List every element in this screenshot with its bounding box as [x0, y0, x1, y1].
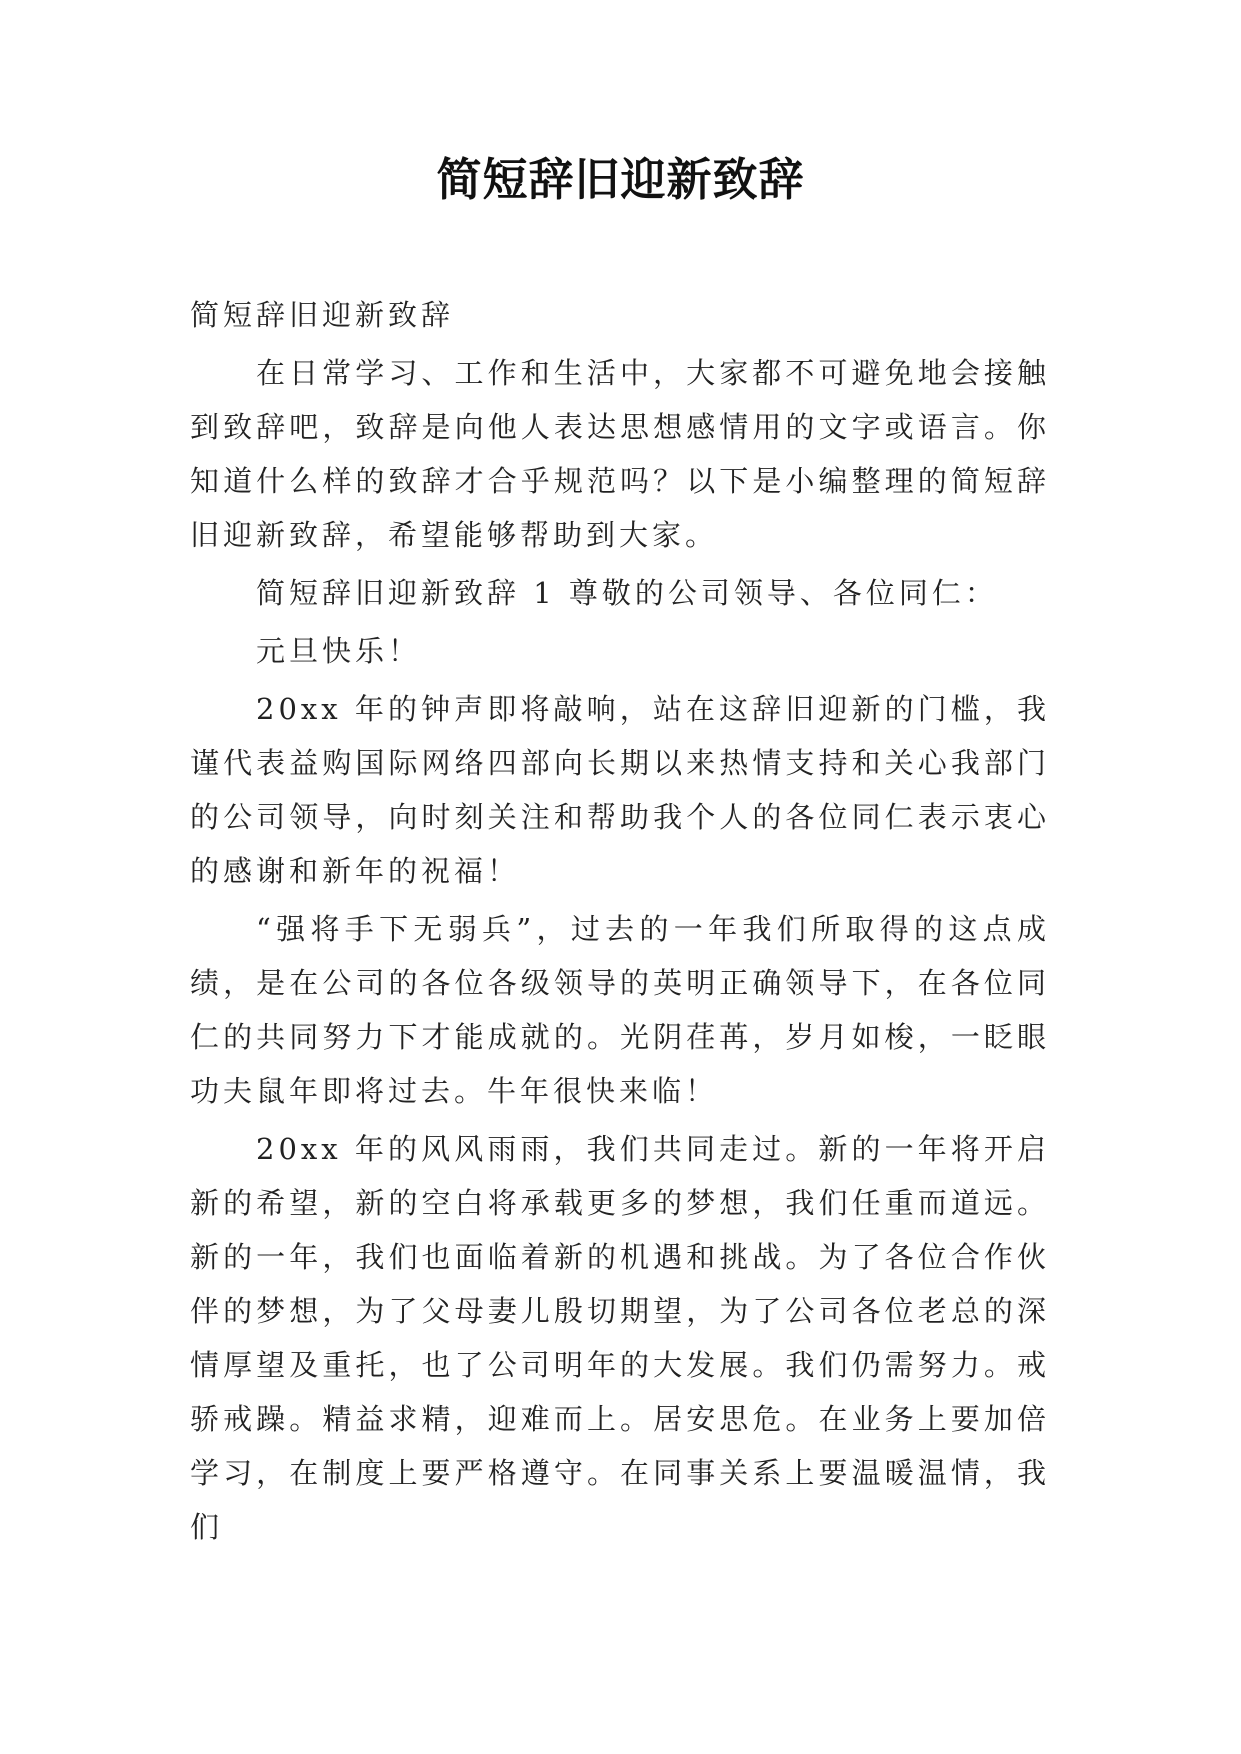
paragraph-intro: 在日常学习、工作和生活中，大家都不可避免地会接触到致辞吧，致辞是向他人表达思想感情用的文字或语言。你知道什么样的致辞才合乎规范吗？以下是小编整理的简短辞旧迎新致辞，希望能够帮助到大家。 — [190, 356, 1050, 552]
paragraph-salutation: 简短辞旧迎新致辞 1 尊敬的公司领导、各位同仁： — [256, 576, 998, 610]
document-body — [190, 288, 1050, 1558]
paragraph-greeting: 元旦快乐！ — [256, 634, 422, 668]
document-title: 简短辞旧迎新致辞 — [436, 153, 805, 206]
paragraph-body-2: “强将手下无弱兵”，过去的一年我们所取得的这点成绩，是在公司的各位各级领导的英明正确领导下，在各位同仁的共同努力下才能成就的。光阴荏苒，岁月如梭，一眨眼功夫鼠年即将过去。牛年很快来临！ — [190, 912, 1050, 1108]
paragraph-heading: 简短辞旧迎新致辞 — [190, 298, 455, 332]
paragraph-body-3: 20xx 年的风风雨雨，我们共同走过。新的一年将开启新的希望，新的空白将承载更多的梦想，我们任重而道远。新的一年，我们也面临着新的机遇和挑战。为了各位合作伙伴的梦想，为了父母妻儿殷切期望，为了公司各位老总的深情厚望及重托，也了公司明年的大发展。我们仍需努力。戒骄戒躁。精益求精，迎难而上。居安思危。在业务上要加倍学习，在制度上要严格遵守。在同事关系上要温暖温情，我们 — [190, 1132, 1050, 1544]
paragraph-body-1: 20xx 年的钟声即将敲响，站在这辞旧迎新的门槛，我谨代表益购国际网络四部向长期以来热情支持和关心我部门的公司领导，向时刻关注和帮助我个人的各位同仁表示衷心的感谢和新年的祝福！ — [190, 692, 1050, 888]
